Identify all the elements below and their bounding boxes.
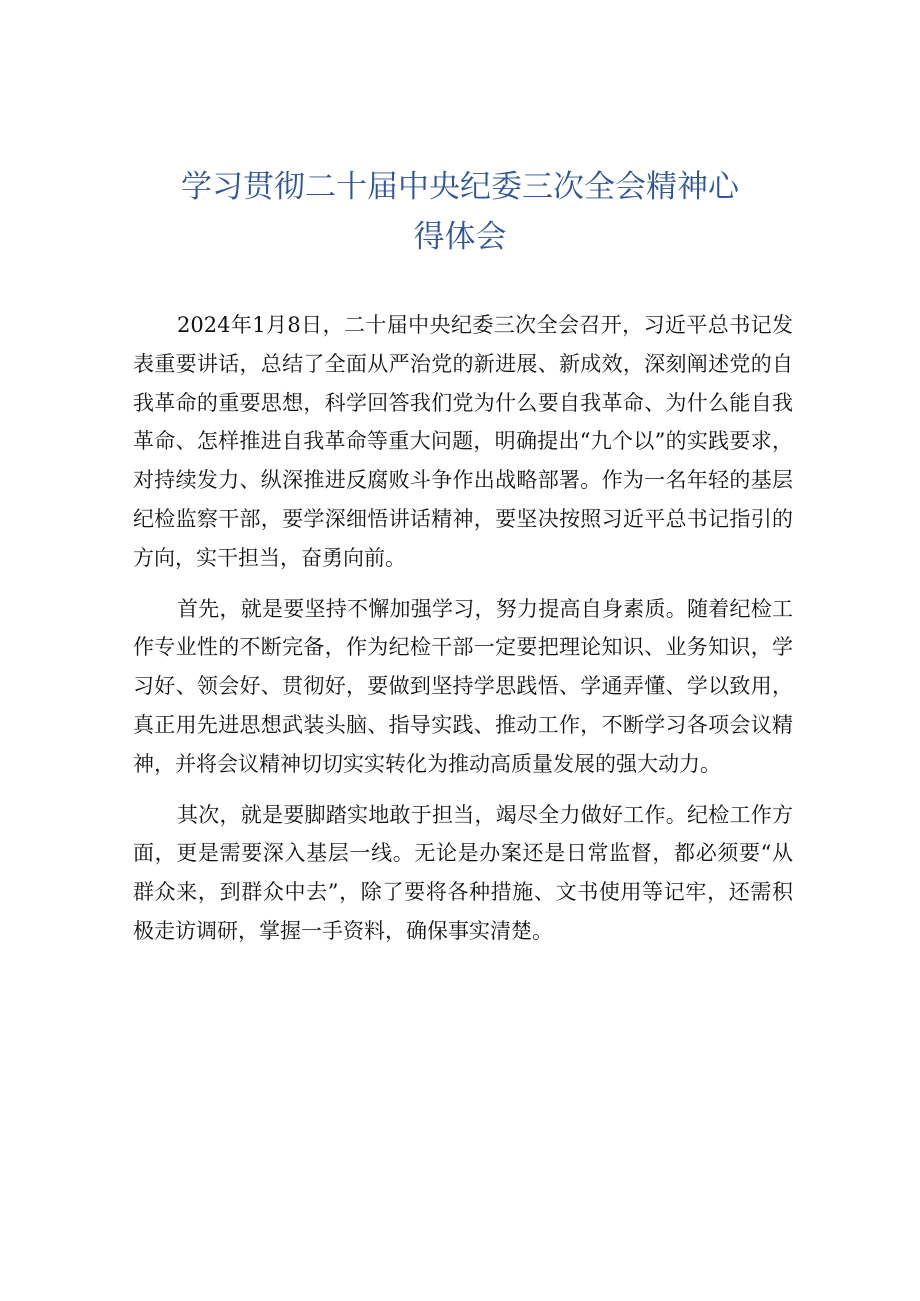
title-line-1: 学习贯彻二十届中央纪委三次全会精神心 <box>181 169 739 205</box>
paragraph-1: 2024年1月8日，二十届中央纪委三次全会召开，习近平总书记发表重要讲话，总结了全面从严治党的新进展、新成效，深刻阐述党的自我革命的重要思想，科学回答我们党为什么要自我革命、为什么能自我革命、怎样推进自我革命等重大问题，明确提出“九个以”的实践要求，对持续发力、纵深推进反腐败斗争作出战略部署。作为一名年轻的基层纪检监察干部，要学深细悟讲话精神，要坚决按照习近平总书记指引的方向，实干担当，奋勇向前。 <box>133 313 793 570</box>
title-line-2: 得体会 <box>413 219 507 255</box>
document-title <box>0 162 920 262</box>
paragraph-2: 首先，就是要坚持不懈加强学习，努力提高自身素质。随着纪检工作专业性的不断完备，作为纪检干部一定要把理论知识、业务知识，学习好、领会好、贯彻好，要做到坚持学思践悟、学通弄懂、学以致用，真正用先进思想武装头脑、指导实践、推动工作，不断学习各项会议精神，并将会议精神切切实实转化为推动高质量发展的强大动力。 <box>133 596 793 776</box>
paragraph-3: 其次，就是要脚踏实地敢于担当，竭尽全力做好工作。纪检工作方面，更是需要深入基层一线。无论是办案还是日常监督，都必须要“从群众来，到群众中去”，除了要将各种措施、文书使用等记牢，还需积极走访调研，掌握一手资料，确保事实清楚。 <box>133 802 793 943</box>
document-body <box>133 306 793 951</box>
